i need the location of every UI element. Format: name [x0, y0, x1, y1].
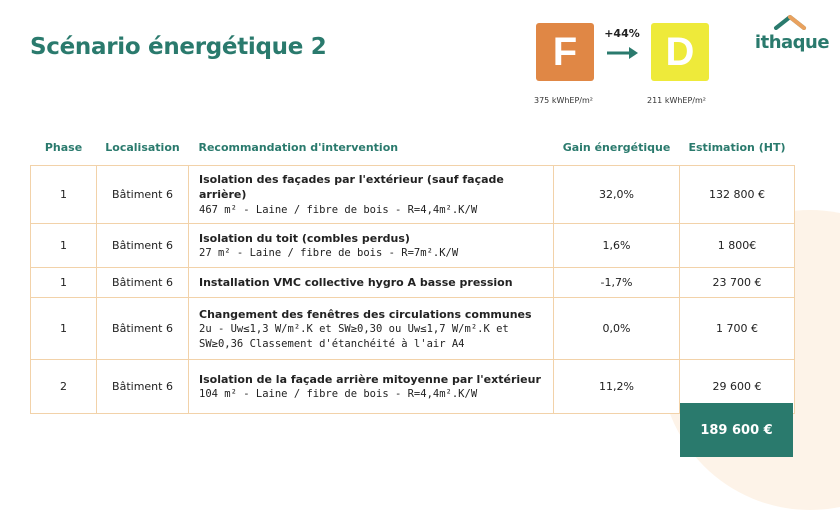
logo-text: ithaque	[754, 32, 830, 53]
cell-recommendation	[189, 224, 554, 268]
cell-estimate: 29 600 €	[680, 360, 795, 414]
table-header-row	[31, 135, 795, 159]
header-gain: Gain énergétique	[562, 140, 671, 154]
house-roof-icon	[772, 14, 808, 30]
cell-gain: 1,6%	[554, 224, 680, 268]
energy-value-to: 211 kWhEP/m²	[647, 96, 706, 105]
page-title: Scénario énergétique 2	[30, 34, 327, 60]
cell-location: Bâtiment 6	[97, 166, 189, 224]
arrow-right-icon	[605, 45, 639, 61]
interventions-table-wrapper	[30, 135, 794, 414]
cell-recommendation	[189, 268, 554, 298]
cell-gain: -1,7%	[554, 268, 680, 298]
recommendation-detail: 467 m² - Laine / fibre de bois - R=4,4m².K/W	[199, 203, 478, 216]
energy-rating-from-letter: F	[552, 29, 578, 74]
cell-gain: 32,0%	[554, 166, 680, 224]
energy-value-from: 375 kWhEP/m²	[534, 96, 593, 105]
cell-recommendation	[189, 298, 554, 360]
cell-estimate: 1 700 €	[680, 298, 795, 360]
cell-estimate: 1 800€	[680, 224, 795, 268]
energy-rating-from	[536, 23, 594, 81]
cell-phase: 1	[31, 166, 97, 224]
recommendation-title: Isolation de la façade arrière mitoyenne par l'extérieur	[199, 372, 541, 386]
cell-phase: 1	[31, 224, 97, 268]
recommendation-title: Installation VMC collective hygro A basse pression	[199, 276, 513, 290]
header-phase: Phase	[44, 140, 83, 154]
energy-rating-to	[651, 23, 709, 81]
header-recommendation: Recommandation d'intervention	[198, 140, 399, 154]
recommendation-detail: 27 m² - Laine / fibre de bois - R=7m².K/W	[199, 247, 459, 260]
ithaque-logo	[752, 12, 832, 58]
cell-location: Bâtiment 6	[97, 224, 189, 268]
table-row	[31, 298, 795, 360]
header-estimate: Estimation (HT)	[688, 140, 786, 154]
cell-location: Bâtiment 6	[97, 360, 189, 414]
cell-location: Bâtiment 6	[97, 298, 189, 360]
energy-rating-to-letter: D	[665, 29, 695, 74]
cell-phase: 1	[31, 298, 97, 360]
recommendation-detail: 104 m² - Laine / fibre de bois - R=4,4m².K/W	[199, 388, 478, 401]
cell-phase: 2	[31, 360, 97, 414]
cell-estimate: 23 700 €	[680, 268, 795, 298]
table-row	[31, 268, 795, 298]
recommendation-title: Isolation du toit (combles perdus)	[199, 231, 410, 245]
recommendation-detail: 2u - Uw≤1,3 W/m².K et SW≥0,30 ou Uw≤1,7 W/m².K et SW≥0,36 Classement d'étanchéité à l'air A4	[199, 322, 509, 350]
cell-recommendation	[189, 360, 554, 414]
energy-gain-label: +44%	[604, 27, 640, 40]
recommendation-title: Changement des fenêtres des circulations communes	[199, 307, 532, 321]
cell-location: Bâtiment 6	[97, 268, 189, 298]
table-row	[31, 166, 795, 224]
interventions-table	[30, 135, 795, 414]
total-estimate: 189 600 €	[680, 403, 793, 457]
recommendation-title: Isolation des façades par l'extérieur (sauf façade arrière)	[199, 173, 504, 202]
cell-phase: 1	[31, 268, 97, 298]
table-row	[31, 224, 795, 268]
cell-gain: 0,0%	[554, 298, 680, 360]
cell-estimate: 132 800 €	[680, 166, 795, 224]
cell-gain: 11,2%	[554, 360, 680, 414]
cell-recommendation	[189, 166, 554, 224]
header-location: Localisation	[105, 140, 180, 154]
